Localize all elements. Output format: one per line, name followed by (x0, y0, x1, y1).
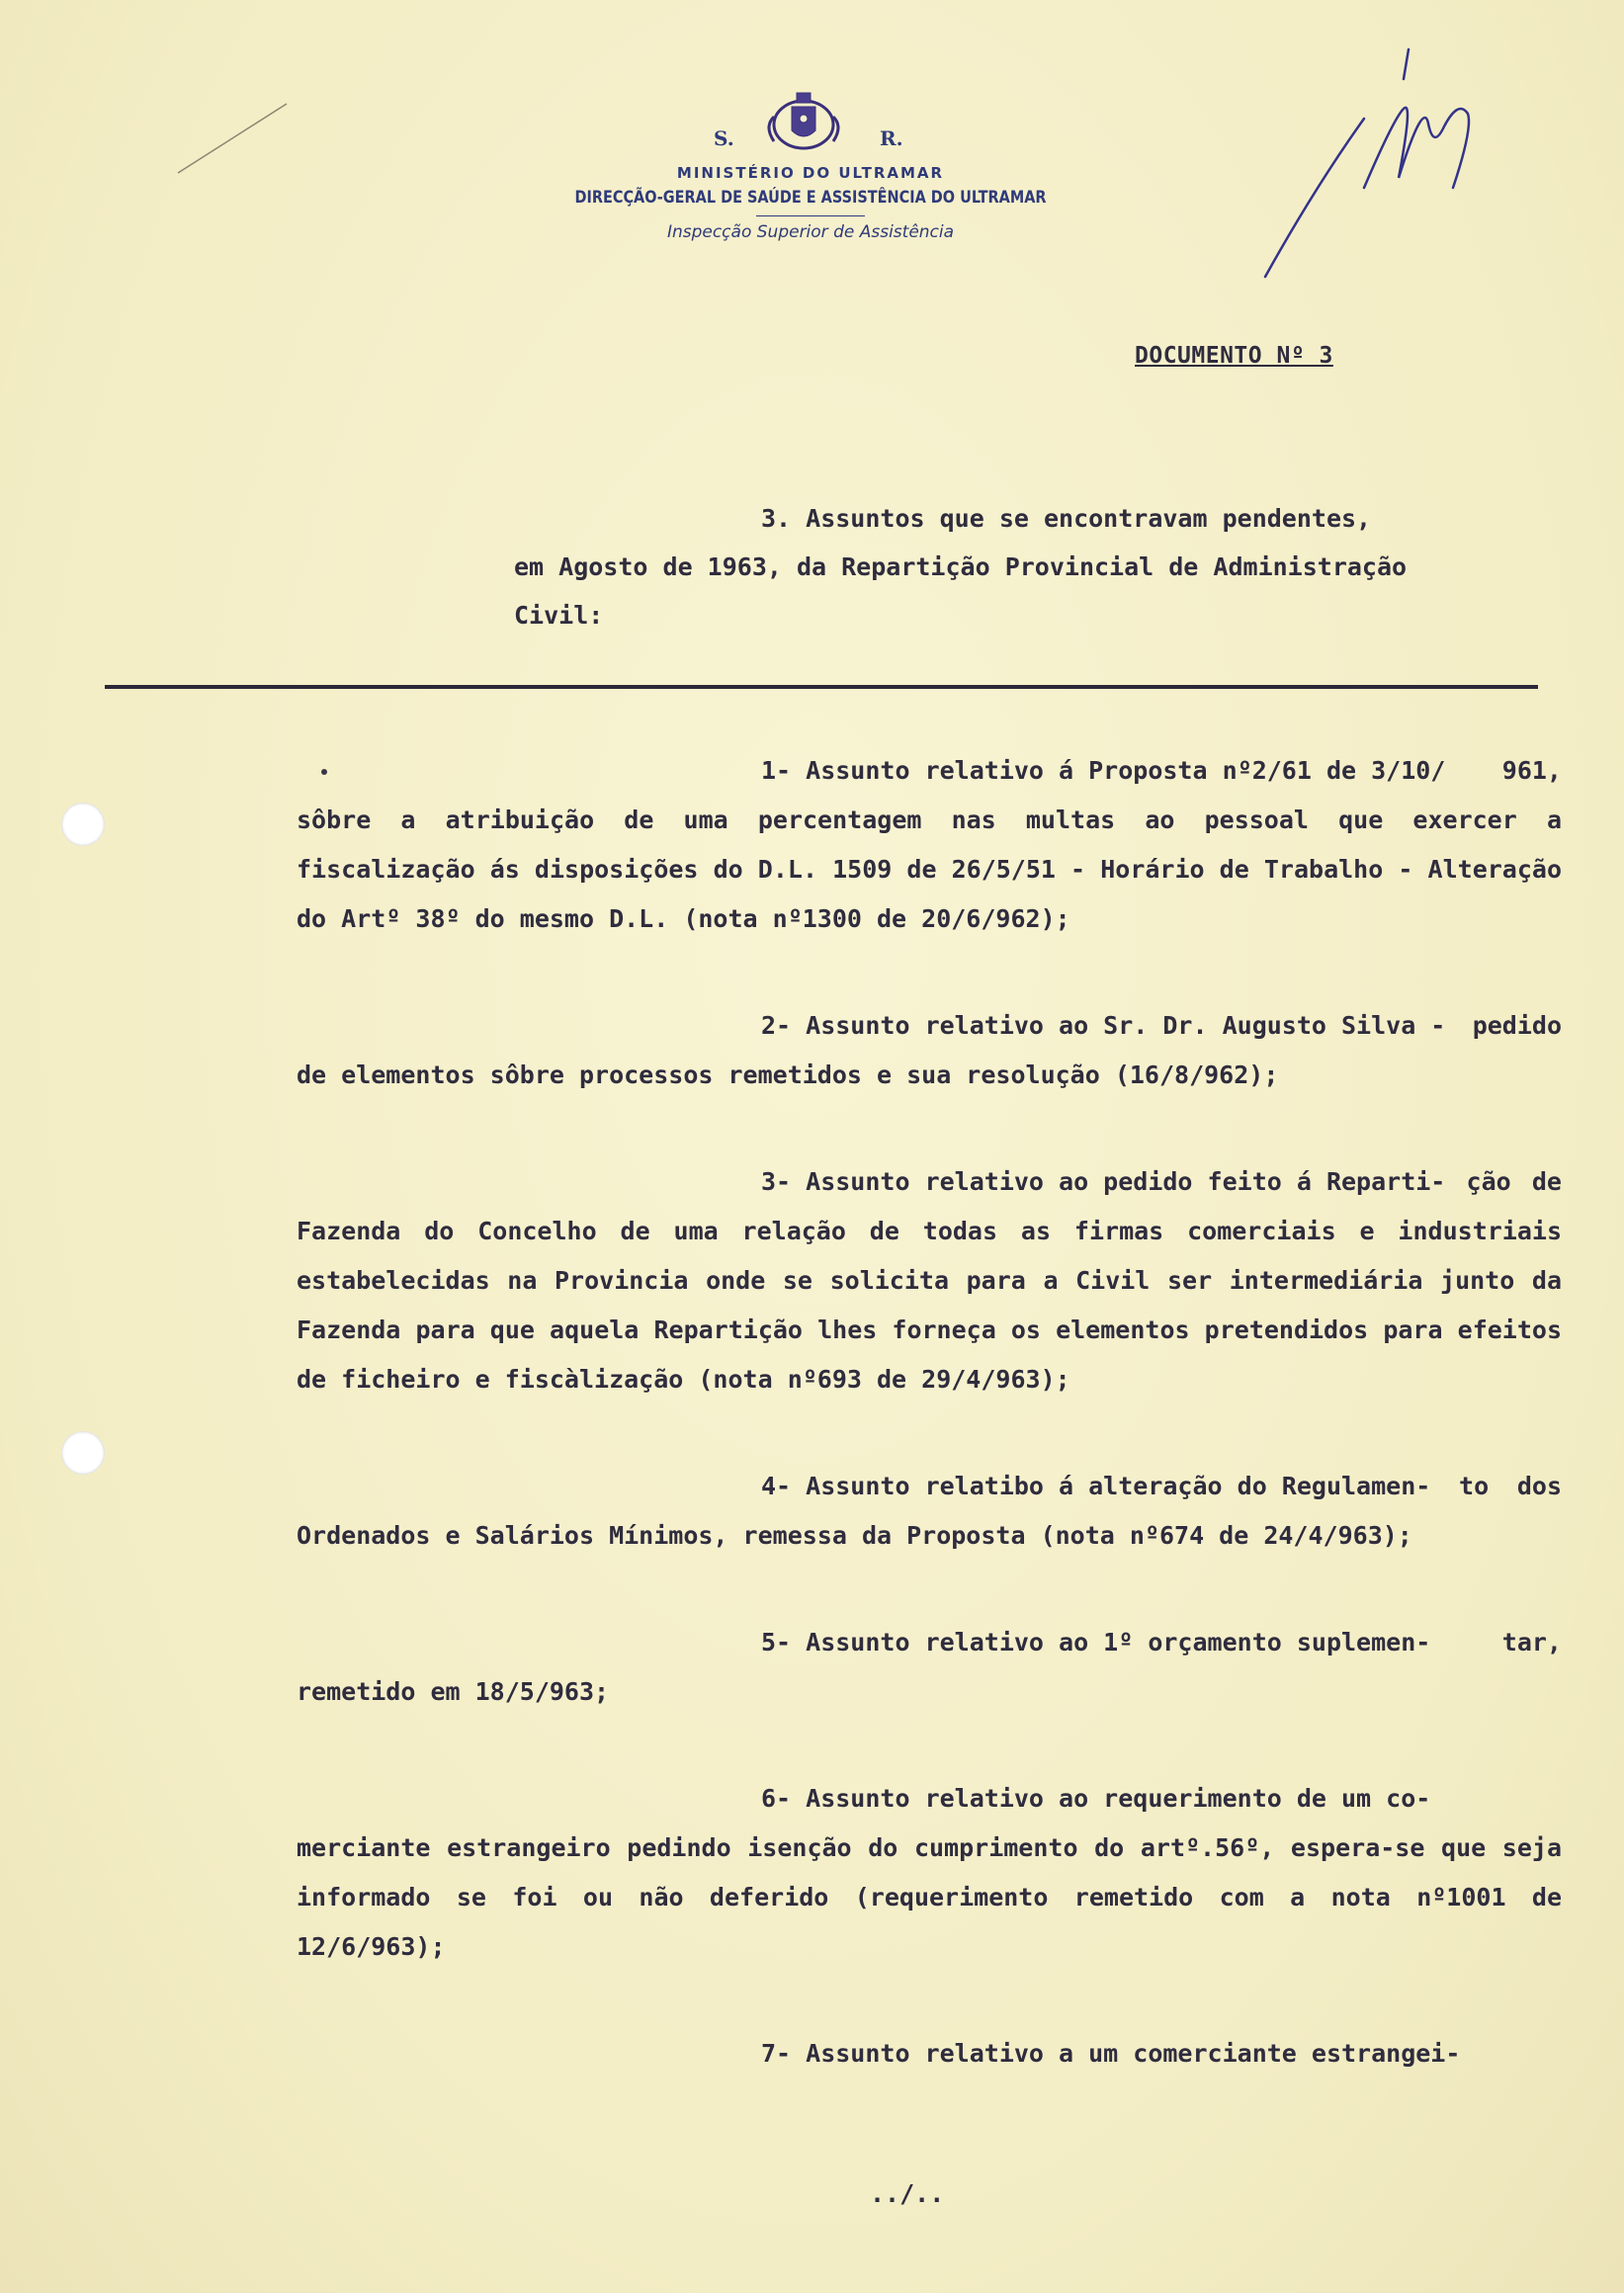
direccao-geral: DIRECÇÃO-GERAL DE SAÚDE E ASSISTÊNCIA DO ULTRAMAR (574, 188, 1047, 208)
item-lead: 1- Assunto relativo á Proposta nº2/61 de 3/10/ (761, 756, 1446, 785)
item-lead: 2- Assunto relativo ao Sr. Dr. Augusto Silva - (761, 1011, 1446, 1040)
letterhead (494, 87, 1127, 242)
inspeccao-name: Inspecção Superior de Assistência (666, 222, 955, 242)
heading-first-line: 3. Assuntos que se encontravam pendentes, (761, 504, 1372, 533)
item-lead: 5- Assunto relativo ao 1º orçamento suplemen- (761, 1628, 1431, 1656)
continuation-mark: ../.. (870, 2179, 945, 2208)
item-text: 961, sôbre a atribuição de uma percentagem nas multas ao pessoal que exercer a fiscalização ás disposições do D.L. 1509 de 26/5/51 - Horário de Trabalho - Alteração do Artº 38º do mesmo D.L. (nota nº1300 de 20/6/962); (297, 756, 1562, 933)
item-lead: 6- Assunto relativo ao requerimento de um co- (761, 1784, 1431, 1813)
list-item (297, 1462, 1562, 1561)
document-number: DOCUMENTO Nº 3 (1135, 343, 1333, 369)
list-item (297, 746, 1562, 944)
item-lead: 3- Assunto relativo ao pedido feito á Reparti- (761, 1167, 1446, 1196)
list-item (297, 1774, 1562, 1972)
item-lead: 7- Assunto relativo a um comerciante estrangei- (761, 2039, 1461, 2068)
coat-of-arms-icon (759, 87, 848, 156)
item-lead: 4- Assunto relatibo á alteração do Regulamen- (761, 1472, 1431, 1500)
letterhead-s: S. (714, 127, 734, 150)
horizontal-rule (105, 685, 1538, 689)
ministry-name: MINISTÉRIO DO ULTRAMAR (676, 164, 945, 182)
list-item (297, 1001, 1562, 1100)
list-item (297, 2029, 1562, 2079)
list-item (297, 1157, 1562, 1404)
item-text: tar, remetido em 18/5/963; (297, 1628, 1562, 1706)
letterhead-divider (756, 215, 865, 216)
pencil-mark-icon (173, 99, 292, 178)
item-text: ção de Fazenda do Concelho de uma relação de todas as firmas comerciais e industriais estabelecidas na Provincia onde se solicita para a Civil ser intermediária junto da Fazenda para que aquela Repartição lhes forneça os elementos pretendidos para efeitos de ficheiro e fiscàlização (nota nº693 de 29/4/963); (297, 1167, 1562, 1394)
punch-hole (61, 1431, 105, 1475)
list-item (297, 1618, 1562, 1717)
item-text: to dos Ordenados e Salários Mínimos, remessa da Proposta (nota nº674 de 24/4/963); (297, 1472, 1562, 1550)
pending-items-list (297, 746, 1562, 2136)
letterhead-r: R. (880, 127, 903, 150)
punch-hole (61, 803, 105, 846)
handwritten-signature (1255, 40, 1512, 287)
item-text: pedido de elementos sôbre processos remetidos e sua resolução (16/8/962); (297, 1011, 1562, 1089)
heading-rest: em Agosto de 1963, da Repartição Provincial de Administração Civil: (514, 552, 1408, 630)
section-heading (514, 494, 1493, 639)
item-text: merciante estrangeiro pedindo isenção do cumprimento do artº.56º, espera-se que seja informado se foi ou não deferido (requerimento remetido com a nota nº1001 de 12/6/963); (297, 1833, 1562, 1961)
